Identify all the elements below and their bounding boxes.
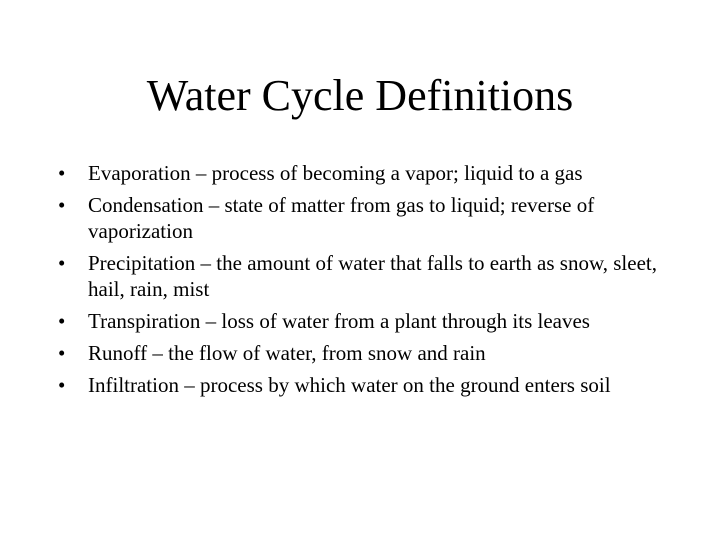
definition-list xyxy=(58,160,668,404)
definition-text: Transpiration – loss of water from a plant through its leaves xyxy=(88,309,590,333)
bullet-icon: • xyxy=(58,309,66,333)
bullet-icon: • xyxy=(58,373,66,397)
definition-text: Precipitation – the amount of water that falls to earth as snow, sleet, hail, rain, mist xyxy=(88,251,657,301)
bullet-icon: • xyxy=(58,251,66,275)
definition-infiltration xyxy=(58,372,668,398)
definition-condensation xyxy=(58,192,668,244)
bullet-icon: • xyxy=(58,341,66,365)
bullet-icon: • xyxy=(58,193,66,217)
bullet-icon: • xyxy=(58,161,66,185)
definition-text: Runoff – the flow of water, from snow and rain xyxy=(88,341,486,365)
definition-evaporation xyxy=(58,160,668,186)
definition-runoff xyxy=(58,340,668,366)
definition-transpiration xyxy=(58,308,668,334)
definition-text: Evaporation – process of becoming a vapor; liquid to a gas xyxy=(88,161,583,185)
slide-title: Water Cycle Definitions xyxy=(146,71,574,120)
definition-text: Condensation – state of matter from gas to liquid; reverse of vaporization xyxy=(88,193,595,243)
definition-text: Infiltration – process by which water on the ground enters soil xyxy=(88,373,611,397)
definition-precipitation xyxy=(58,250,668,302)
